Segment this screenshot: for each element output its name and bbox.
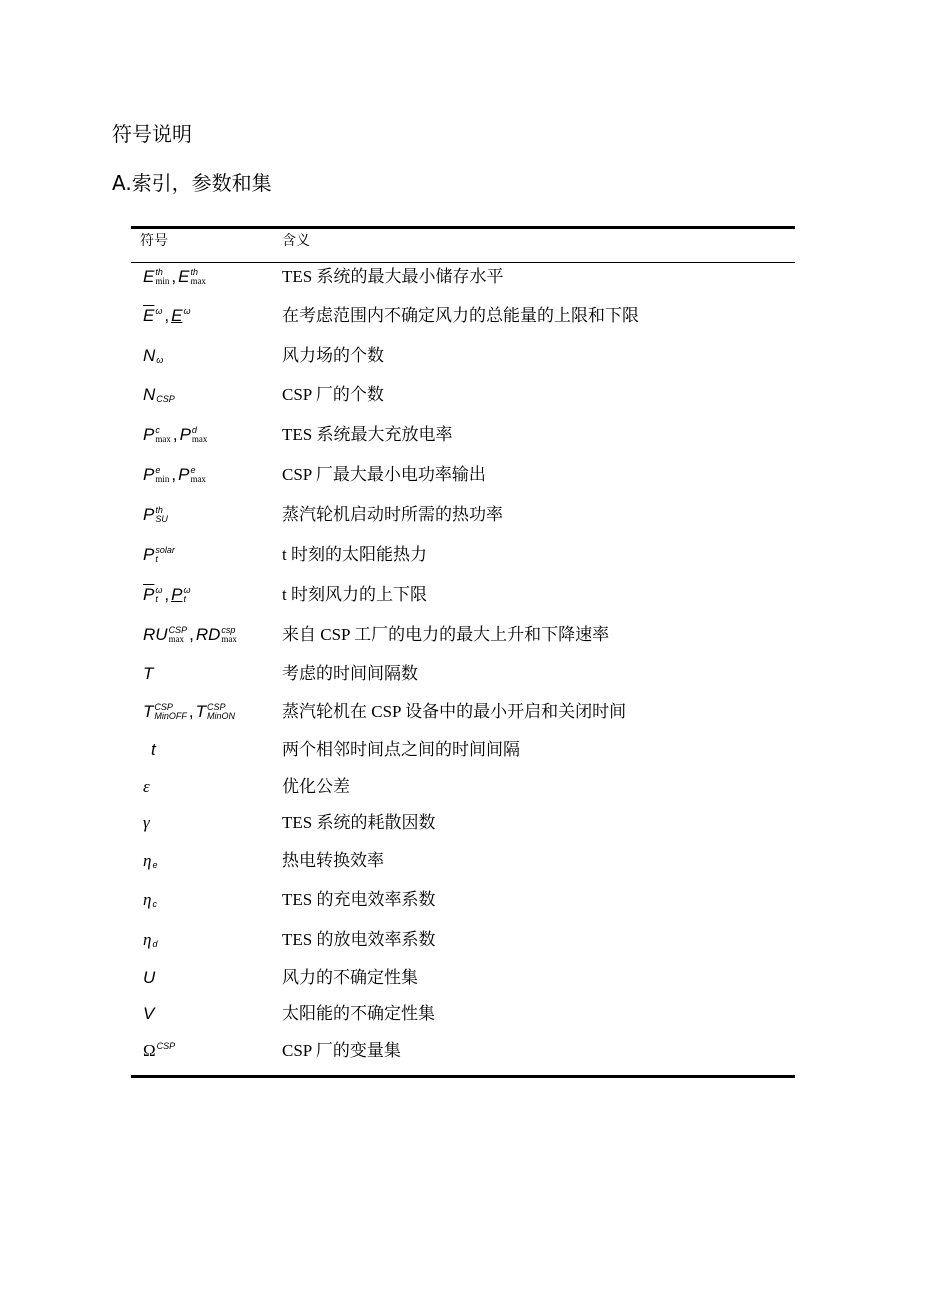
page-title: 符号说明 — [112, 122, 192, 146]
symbol-formula: N CSP — [143, 385, 175, 404]
meaning-text: TES 的放电效率系数 — [282, 930, 436, 949]
table-row — [131, 262, 795, 292]
symbol-formula: N ω — [143, 346, 164, 365]
table-row — [131, 925, 795, 955]
table-top-rule — [131, 226, 795, 229]
table-bottom-rule — [131, 1075, 795, 1078]
table-row — [131, 580, 795, 610]
table-row — [131, 1036, 795, 1066]
meaning-text: CSP 厂的变量集 — [282, 1041, 401, 1060]
symbol-formula: P solar t — [143, 545, 175, 564]
meaning-text: TES 的充电效率系数 — [282, 890, 436, 909]
symbol-formula: V — [143, 1004, 155, 1023]
symbol-formula: P th SU — [143, 505, 168, 524]
meaning-text: 两个相邻时间点之间的时间间隔 — [282, 740, 520, 759]
section-heading: A.索引，参数和集 — [112, 171, 272, 195]
symbol-formula: η d — [143, 930, 158, 949]
table-row — [131, 697, 795, 727]
meaning-text: 考虑的时间间隔数 — [282, 664, 418, 683]
meaning-text: TES 系统的耗散因数 — [282, 813, 436, 832]
symbol-formula: $\overline{E}$ ω , E ω — [143, 306, 191, 325]
table-row — [131, 846, 795, 876]
table-row — [131, 772, 795, 802]
meaning-text: 太阳能的不确定性集 — [282, 1004, 435, 1023]
symbol-formula: U — [143, 968, 156, 987]
table-row — [131, 380, 795, 410]
symbol-formula: ε — [143, 777, 150, 796]
meaning-text: 来自 CSP 工厂的电力的最大上升和下降速率 — [282, 625, 610, 644]
meaning-text: CSP 厂最大最小电功率输出 — [282, 465, 486, 484]
table-row — [131, 460, 795, 490]
meaning-text: 在考虑范围内不确定风力的总能量的上限和下限 — [282, 306, 639, 325]
table-row — [131, 620, 795, 650]
meaning-text: t 时刻的太阳能热力 — [282, 545, 427, 564]
symbol-formula: η e — [143, 851, 158, 870]
symbol-formula: $\overline{P}$ ω t , P ω t — [143, 585, 191, 604]
table-row — [131, 659, 795, 689]
meaning-text: t 时刻风力的上下限 — [282, 585, 427, 604]
column-header-meaning: 含义 — [282, 233, 310, 249]
table-row — [131, 999, 795, 1029]
symbol-formula: T — [143, 664, 154, 683]
table-row — [131, 808, 795, 838]
meaning-text: CSP 厂的个数 — [282, 385, 384, 404]
symbol-formula: η c — [143, 890, 157, 909]
table-row — [131, 735, 795, 765]
meaning-text: 热电转换效率 — [282, 851, 384, 870]
symbol-formula: γ — [143, 813, 150, 832]
column-header-symbol: 符号 — [140, 233, 168, 249]
table-row — [131, 885, 795, 915]
table-row — [131, 540, 795, 570]
symbol-formula: P c max , P d max — [143, 425, 208, 444]
meaning-text: 优化公差 — [282, 777, 350, 796]
symbol-formula: T CSP MinOFF , T CSP MinON — [143, 702, 236, 721]
symbol-formula: RU CSP max , RD csp max — [143, 625, 237, 644]
meaning-text: 风力的不确定性集 — [282, 968, 418, 987]
table-row — [131, 420, 795, 450]
symbol-formula: E th min , E th max — [143, 267, 206, 286]
table-row — [131, 301, 795, 331]
symbol-formula: t — [151, 740, 156, 759]
symbol-formula: Ω CSP — [143, 1041, 176, 1060]
table-row — [131, 963, 795, 993]
meaning-text: TES 系统的最大最小储存水平 — [282, 267, 504, 286]
meaning-text: 风力场的个数 — [282, 346, 384, 365]
table-row — [131, 341, 795, 371]
meaning-text: TES 系统最大充放电率 — [282, 425, 453, 444]
meaning-text: 蒸汽轮机在 CSP 设备中的最小开启和关闭时间 — [282, 702, 627, 721]
meaning-text: 蒸汽轮机启动时所需的热功率 — [282, 505, 503, 524]
table-row — [131, 500, 795, 530]
symbol-formula: P e min , P e max — [143, 465, 206, 484]
